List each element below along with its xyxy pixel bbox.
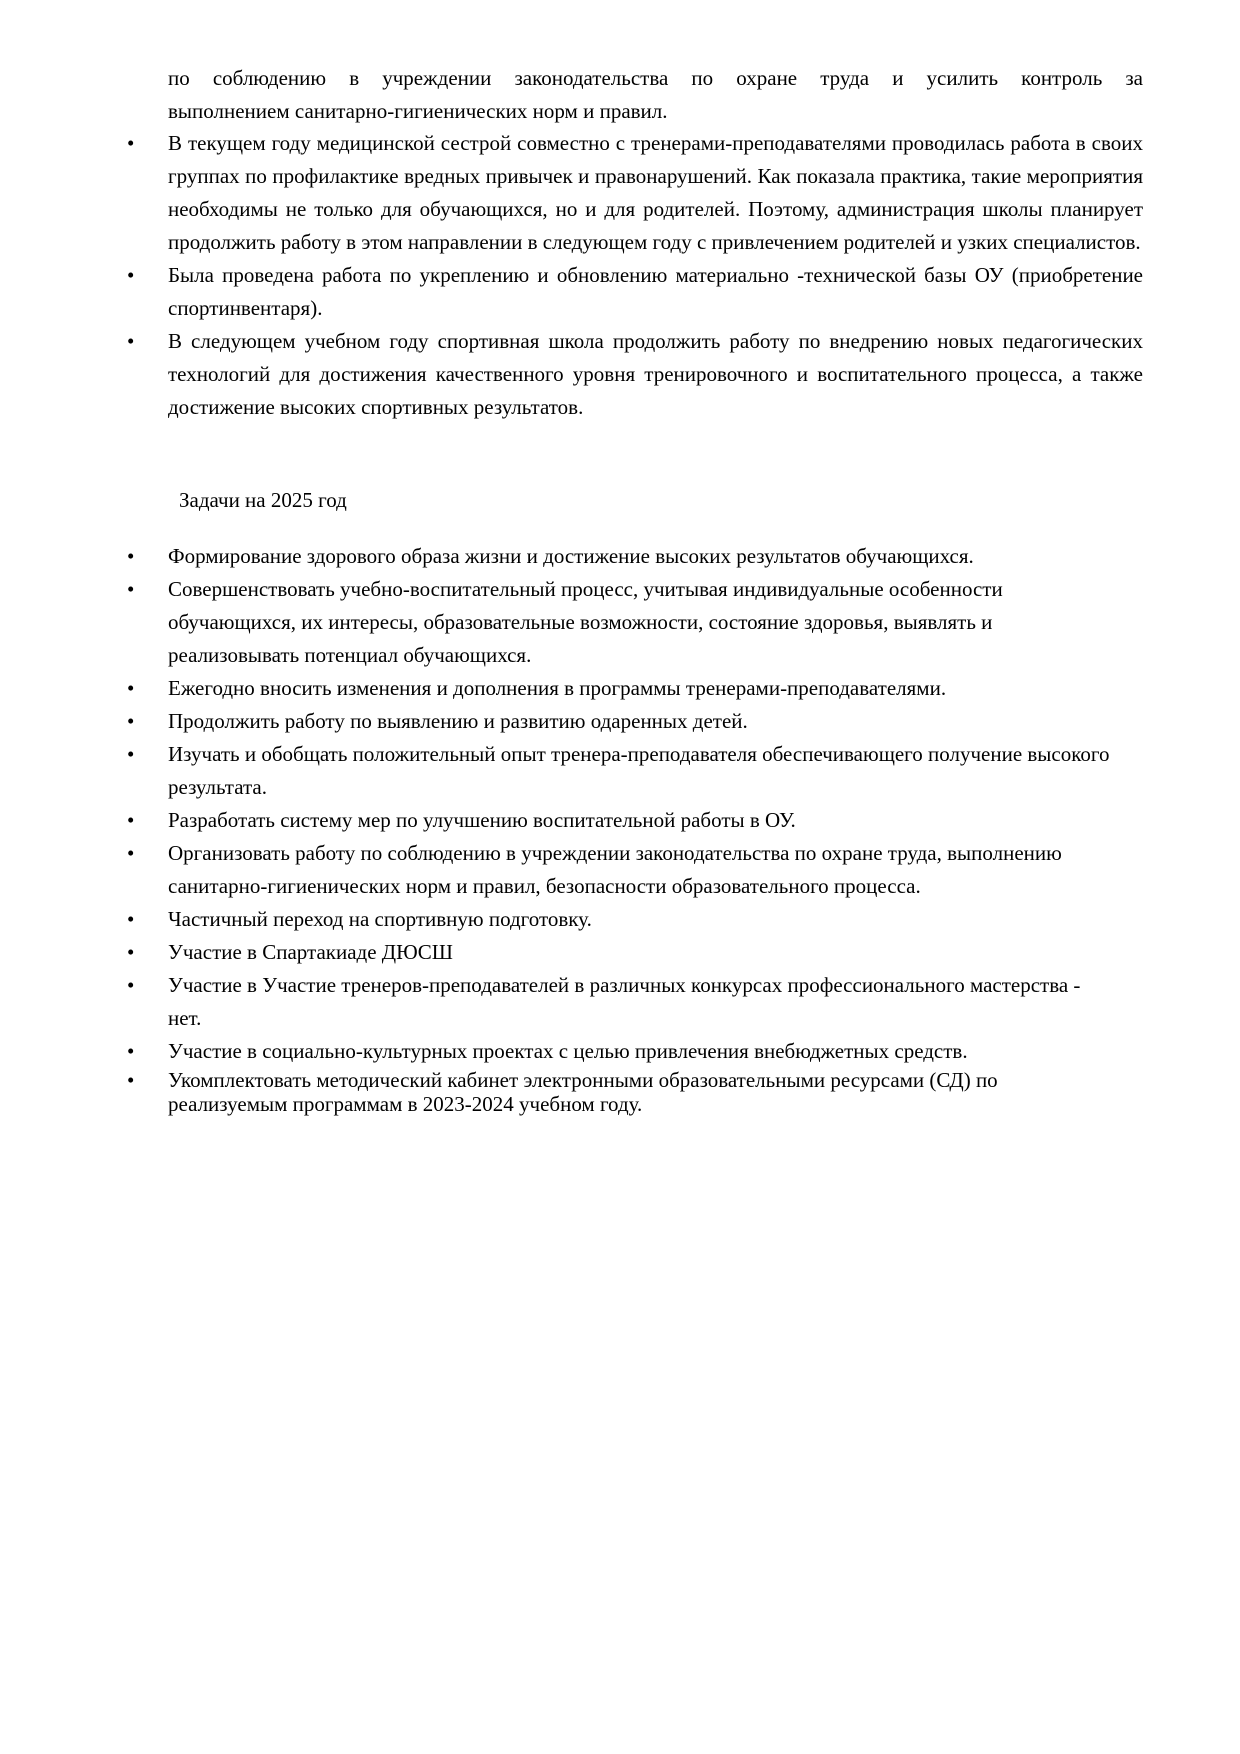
list-item [0, 969, 1118, 1035]
bullet-icon: • [127, 742, 135, 766]
bullet-icon: • [127, 709, 135, 733]
list-item [0, 127, 1143, 259]
list-item [0, 936, 1118, 969]
bullet-icon: • [127, 1068, 135, 1092]
bullet-icon: • [127, 808, 135, 832]
list-item-text: Участие в социально-культурных проектах с целью привлечения внебюджетных средств. [168, 1039, 968, 1063]
list-item-text: Изучать и обобщать положительный опыт тренера-преподавателя обеспечивающего получение высокого результата. [168, 742, 1110, 799]
bullet-icon: • [127, 940, 135, 964]
conclusions-list [0, 127, 1240, 424]
list-item-text: Частичный переход на спортивную подготовку. [168, 907, 592, 931]
bullet-icon: • [127, 676, 135, 700]
list-item [0, 1068, 1118, 1116]
list-item-text: Участие в Спартакиаде ДЮСШ [168, 940, 453, 964]
list-item [0, 325, 1143, 424]
list-item [0, 672, 1118, 705]
list-item [0, 540, 1118, 573]
list-item [0, 738, 1118, 804]
bullet-icon: • [127, 841, 135, 865]
list-item [0, 573, 1118, 672]
bullet-icon: • [127, 973, 135, 997]
list-item-text: Укомплектовать методический кабинет электронными образовательными ресурсами (СД) по реализуемым программам в 2023-2024 учебном году. [168, 1068, 998, 1116]
list-item [0, 804, 1118, 837]
list-item-text: Была проведена работа по укреплению и обновлению материально -технической базы ОУ (приобретение спортинвентаря). [168, 263, 1143, 320]
tasks-heading: Задачи на 2025 год [179, 488, 347, 512]
list-item-text: Совершенствовать учебно-воспитательный процесс, учитывая индивидуальные особенности обучающихся, их интересы, образовательные возможности, состояние здоровья, выявлять и реализовывать потенциал обучающихся. [168, 577, 1003, 667]
list-item [0, 903, 1118, 936]
list-item [0, 837, 1118, 903]
list-item-text: Участие в Участие тренеров-преподавателей в различных конкурсах профессионального мастерства - нет. [168, 973, 1081, 1030]
list-item-text: Продолжить работу по выявлению и развитию одаренных детей. [168, 709, 748, 733]
list-item-text: Формирование здорового образа жизни и достижение высоких результатов обучающихся. [168, 544, 974, 568]
bullet-icon: • [127, 544, 135, 568]
list-item-text: Ежегодно вносить изменения и дополнения в программы тренерами-преподавателями. [168, 676, 947, 700]
bullet-icon: • [127, 329, 135, 353]
list-item-text: Организовать работу по соблюдению в учреждении законодательства по охране труда, выполнению санитарно-гигиенических норм и правил, безопасности образовательного процесса. [168, 841, 1062, 898]
list-item-text: В следующем учебном году спортивная школа продолжить работу по внедрению новых педагогических технологий для достижения качественного уровня тренировочного и воспитательного процесса, а также достижение высоких спортивных результатов. [168, 329, 1143, 419]
intro-line-2: выполнением санитарно-гигиенических норм и правил. [168, 99, 668, 123]
bullet-icon: • [127, 907, 135, 931]
bullet-icon: • [127, 131, 135, 155]
tasks-list [0, 540, 1240, 1116]
bullet-icon: • [127, 1039, 135, 1063]
list-item-text: Разработать систему мер по улучшению воспитательной работы в ОУ. [168, 808, 796, 832]
intro-paragraph [168, 62, 1143, 128]
bullet-icon: • [127, 577, 135, 601]
list-item-text: В текущем году медицинской сестрой совместно с тренерами-преподавателями проводилась работа в своих группах по профилактике вредных привычек и правонарушений. Как показала практика, такие мероприятия необходимы не только для обучающихся, но и для родителей. Поэтому, администрация школы планирует продолжить работу в этом направлении в следующем году с привлечением родителей и узких специалистов. [168, 131, 1143, 254]
bullet-icon: • [127, 263, 135, 287]
list-item [0, 705, 1118, 738]
list-item [0, 1035, 1118, 1068]
list-item [0, 259, 1143, 325]
intro-line-1: по соблюдению в учреждении законодательства по охране труда и усилить контроль за [168, 66, 1143, 90]
